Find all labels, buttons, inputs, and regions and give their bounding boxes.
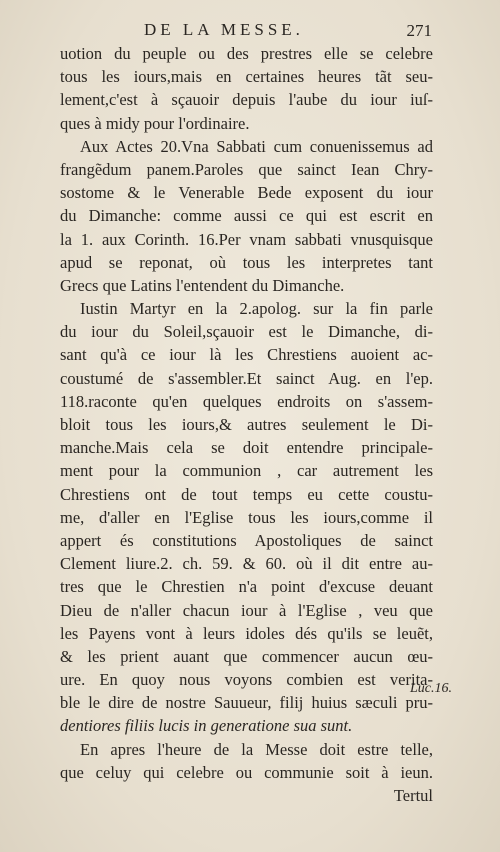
- text-line: dentiores filiis lucis in generatione sua sunt.: [60, 716, 353, 736]
- text-line: me, d'aller en l'Eglise tous les iours,comme il: [60, 507, 433, 527]
- text-line: manche.Mais cela se doit entendre principale-: [60, 438, 433, 458]
- text-line: apud se reponat, où tous les interpretes tant: [60, 252, 433, 272]
- text-line: Dieu de n'aller chacun iour à l'Eglise , veu que: [60, 600, 433, 620]
- text-line: & les prient auant que commencer aucun œu-: [60, 646, 433, 666]
- text-line: coustumé de s'assembler.Et sainct Aug. en l'ep.: [60, 368, 433, 388]
- running-head: [60, 20, 432, 42]
- page-number: 271: [406, 21, 432, 40]
- text-line: lement,c'est à sçauoir depuis l'aube du iour iuſ-: [60, 90, 433, 110]
- text-line: Clement liure.2. ch. 59. & 60. où il dit entre au-: [60, 554, 433, 574]
- text-line: Iustin Martyr en la 2.apolog. sur la fin parle: [80, 299, 433, 319]
- text-line: ure. En quoy nous voyons combien est verita-: [60, 670, 433, 690]
- text-line: bloit tous les iours,& autres seulement le Di-: [60, 415, 433, 434]
- text-line: que celuy qui celebre ou communie soit à ieun.: [60, 762, 433, 782]
- text-line: En apres l'heure de la Messe doit estre telle,: [80, 739, 433, 759]
- catchword: Tertul: [393, 786, 433, 805]
- text-line: les Payens vont à leurs idoles dés qu'ils se leuẽt,: [60, 623, 433, 643]
- text-line: sant qu'à ce iour là les Chrestiens auoient ac-: [60, 345, 433, 365]
- text-line: Chrestiens ont de tout temps eu cette coustu-: [60, 484, 433, 504]
- text-line: ble le dire de nostre Sauueur, filij huius sæculi pru-: [60, 693, 433, 713]
- text-line: du Dimanche: comme aussi ce qui est escrit en: [60, 206, 433, 226]
- body-text: [60, 42, 433, 807]
- text-line: tous les iours,mais en certaines heures tãt seu-: [60, 67, 433, 87]
- text-line: sostome & le Venerable Bede exposent du iour: [60, 183, 433, 203]
- marginal-note: Luc.16.: [410, 681, 452, 696]
- text-line: Aux Actes 20.Vna Sabbati cum conuenissemus ad: [80, 136, 433, 156]
- text-line: la 1. aux Corinth. 16.Per vnam sabbati vnusquisque: [60, 229, 433, 249]
- text-line: tres que le Chrestien n'a point d'excuse deuant: [60, 577, 433, 597]
- text-line: ques à midy pour l'ordinaire.: [60, 113, 250, 133]
- text-line: ment pour la communion , car autrement les: [60, 461, 433, 481]
- text-line: du iour du Soleil,sçauoir est le Dimanche, di-: [60, 322, 433, 342]
- text-line: appert és constitutions Apostoliques de sainct: [60, 530, 433, 550]
- text-line: Grecs que Latins l'entendent du Dimanche.: [60, 275, 345, 295]
- text-line: uotion du peuple ou des prestres elle se celebre: [60, 44, 433, 63]
- text-line: 118.raconte qu'en quelques endroits on s'assem-: [60, 391, 433, 411]
- running-title: DE LA MESSE.: [144, 20, 304, 39]
- text-line: frangẽdum panem.Paroles que sainct Iean Chry-: [60, 159, 433, 179]
